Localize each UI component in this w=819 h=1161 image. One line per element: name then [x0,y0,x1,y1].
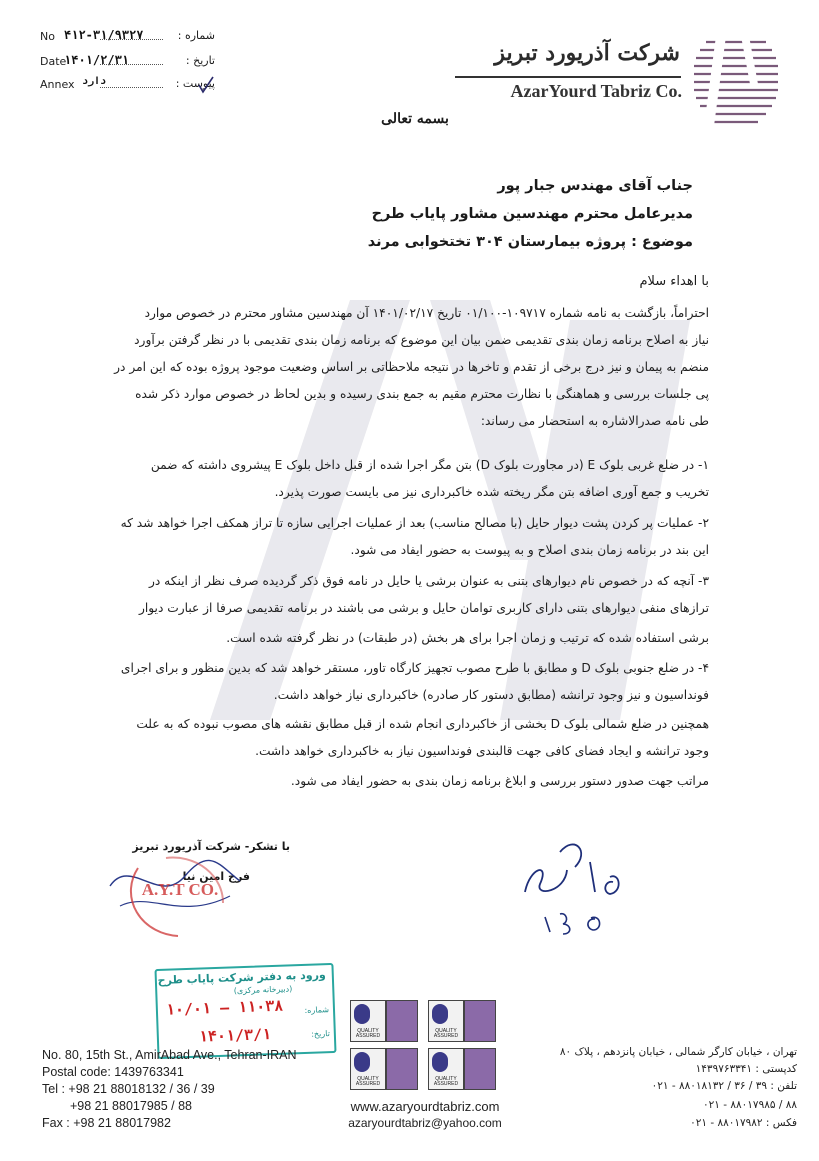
recipient-position: مدیرعامل محترم مهندسین مشاور پایاب طرح [371,206,693,222]
receipt-stamp [154,963,336,1059]
receipt-date-value: ۱۴۰۱/۳/۱ [198,1025,272,1046]
date-fa-label: تاریخ : [185,54,215,67]
quality-certificate-badge [350,1048,386,1090]
letter-annex-field [40,78,215,98]
number-en-label: No [40,30,55,43]
recipient-name: جناب آقای مهندس جبار پور [497,178,693,194]
footer-email: azaryourdtabriz@yahoo.com [348,1116,502,1130]
receipt-stamp-subtitle: (دبیرخانه مرکزی) [233,984,293,996]
body-line: ۱- در ضلع غربی بلوک E (در مجاورت بلوک D) بتن مگر اجرا شده از قبل داخل بلوک E پیشروی داشته که ضمن [150,458,709,472]
quality-certificate-badge [428,1000,464,1042]
certification-mark-icon [386,1000,418,1042]
footer-address-en: No. 80, 15th St., AmirAbad Ave., Tehran-IRAN [42,1048,297,1062]
footer-postal-en: Postal code: 1439763341 [42,1065,184,1079]
signer-name: فرج امین نیا [182,870,250,883]
certification-mark-icon [464,1048,496,1090]
date-en-label: Date [40,55,67,68]
body-line: طی نامه صدرالاشاره به استحضار می رساند: [480,414,709,428]
body-line: مراتب جهت صدور دستور بررسی و ابلاغ برنامه زمان بندی به حضور ایفاد می شود. [290,774,709,788]
footer-postal-fa: کدپستی : ۱۴۳۹۷۶۳۳۴۱ [695,1063,797,1075]
body-line: همچنین در ضلع شمالی بلوک D بخشی از خاکبرداری انجام شده از قبل مطابق نقشه های مصوب نبوده که به علت [136,717,709,731]
company-name-en: AzarYourd Tabriz Co. [510,81,682,101]
bismillah-heading: بسمه تعالی [381,111,449,127]
letter-subject: موضوع : پروژه بیمارستان ۳۰۴ تختخوابی مرند [367,234,693,250]
seal-text: A.Y.T CO. [141,880,219,899]
footer-tel-fa-2: ۸۸ / ۸۸۰۱۷۹۸۵ - ۰۲۱ [702,1099,797,1111]
cert-label: QUALITY ASSURED [433,1028,459,1039]
company-logo-icon [686,32,786,128]
body-line: نیاز به اصلاح برنامه زمان بندی تقدیمی ضمن بیان این موضوع که برنامه زمان بندی تقدیمی با در نظر گرفتن برآورد [134,333,709,347]
greeting: با اهداء سلام [639,274,709,289]
quality-certificate-badge [428,1048,464,1090]
company-name-fa: شرکت آذریورد تبریز [494,40,680,66]
annex-en-label: Annex [40,78,75,91]
quality-certificate-badge [350,1000,386,1042]
dotted-line [100,39,163,40]
body-line: این بند در برنامه زمان بندی اصلاح و به پیوست به حضور ایفاد می شود. [350,543,709,557]
letter-annex-value: دارد [82,76,107,87]
certification-mark-icon [464,1000,496,1042]
certification-mark-icon [386,1048,418,1090]
receipt-number-label: شماره: [304,1005,330,1015]
company-seal [118,848,228,938]
handwritten-note [505,822,645,942]
body-line: تخریب و جمع آوری اضافه بتن مگر ریخته شده خاکبرداری نیز می بایست صورت پذیرد. [274,485,709,499]
cert-label: QUALITY ASSURED [433,1076,459,1087]
letter-number-value: ۴۱۲-۳۱/۹۳۲۷ [64,28,144,42]
body-line: ۴- در ضلع جنوبی بلوک D و مطابق با طرح مصوب تجهیز کارگاه تاور، مستقر خواهد شد که بدین منظور و برای اجرای [120,661,709,675]
cert-label: QUALITY ASSURED [355,1028,381,1039]
body-line: احتراماً، بازگشت به نامه شماره ۱۰۹۷۱۷-۰۱/۱۰۰ تاریخ ۱۴۰۱/۰۲/۱۷ آن مهندسین مشاور محترم در خصوص موارد [144,306,709,320]
footer-fax-en: Fax : +98 21 88017982 [42,1116,171,1130]
body-line: پی جلسات بررسی و هماهنگی با نظارت محترم مقیم به جمع بندی رسیده و بدین لحاظ در خصوص موارد ذکر شده [135,387,709,401]
closing-line: با تشکر- شرکت آذریورد تبریز [132,840,290,853]
dotted-line [100,64,163,65]
checkmark-icon [198,76,214,94]
footer-tel-en-1: Tel : +98 21 88018132 / 36 / 39 [42,1082,215,1096]
body-line: منضم به پیمان و نیز درج برخی از تقدم و تاخرها در نتیجه ملاحظاتی بر اساس وضعیت موجود پروژه بوده که این امر در [114,360,709,374]
body-line: وجود ترانشه و ایجاد فضای کافی جهت قالبندی فونداسیون نیاز به خاکبرداری خواهد داشت. [255,744,709,758]
footer-tel-fa-1: تلفن : ۳۹ / ۳۶ / ۸۸۰۱۸۱۳۲ - ۰۲۱ [651,1080,797,1092]
number-fa-label: شماره : [177,29,215,42]
receipt-date-label: تاریخ: [311,1029,330,1039]
letter-number-field [40,30,215,50]
body-line: ۲- عملیات پر کردن پشت دیوار حایل (با مصالح مناسب) بعد از عملیات اجرایی سازه تا تراز همکف اجرا خواهد شد که [120,516,709,530]
footer-tel-en-2: +98 21 88017985 / 88 [70,1099,192,1113]
body-line: ۳- آنچه که در خصوص نام دیوارهای بتنی به عنوان برشی یا حایل در نامه فوق ذکر گردیده صرف نظر از اینکه در [149,574,709,588]
dotted-line [100,87,163,88]
letter-date-value: ۱۴۰۱/۲/۳۱ [64,53,130,67]
footer-website: www.azaryourdtabriz.com [350,1099,500,1114]
footer-fax-fa: فکس : ۸۸۰۱۷۹۸۲ - ۰۲۱ [690,1117,797,1129]
annex-fa-label: پیوست : [175,77,215,90]
footer-address-fa: تهران ، خیابان کارگر شمالی ، خیابان پانزدهم ، پلاک ۸۰ [559,1046,797,1058]
receipt-stamp-title: ورود به دفتر شرکت پایاب طرح [157,968,327,988]
body-line: ترازهای منفی دیوارهای بتنی دارای کاربری توامان حایل و برشی می باشند در برنامه تقدیمی صرفا از عبارت دیوار [138,601,709,615]
body-line: فونداسیون و نیز وجود ترانشه (مطابق دستور کار صادره) خاکبرداری نیاز خواهد داشت. [273,688,709,702]
header-divider [455,76,681,78]
body-line: برشی استفاده شده که ترتیب و زمان اجرا برای هر بخش (در طبقات) در نظر گرفته شده است. [226,631,709,645]
cert-label: QUALITY ASSURED [355,1076,381,1087]
receipt-number-value: ۱۱۰۳۸ — ۱۰/۰۱ [165,996,284,1019]
letter-date-field [40,55,215,75]
